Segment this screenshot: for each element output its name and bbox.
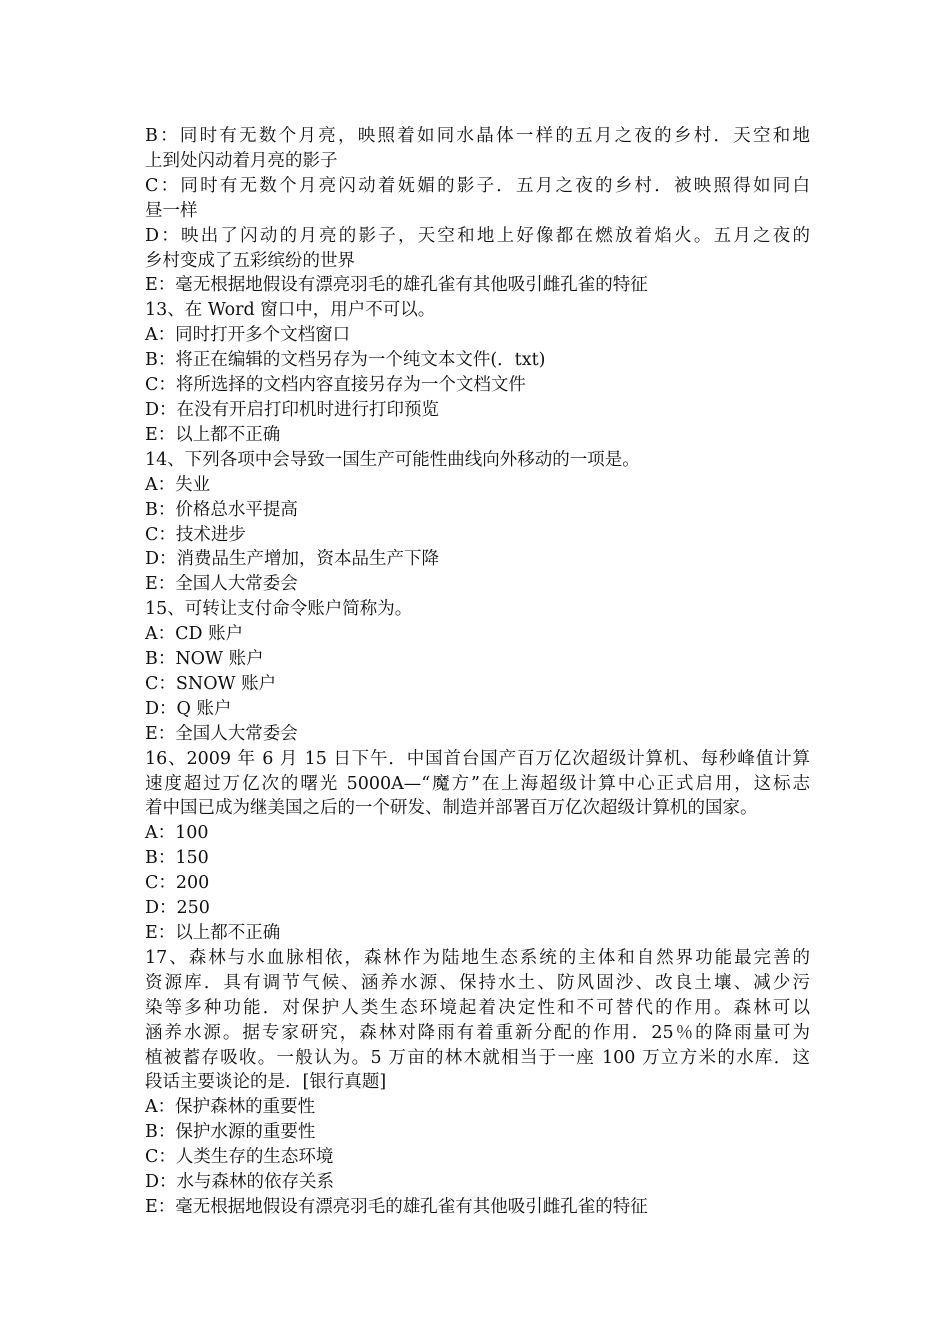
option-16e: E：以上都不正确 (145, 923, 281, 943)
option-17d: D：水与森林的依存关系 (145, 1172, 335, 1193)
option-12e: E：毫无根据地假设有漂亮羽毛的雄孔雀有其他吸引雌孔雀的特征 (145, 275, 648, 296)
option-17b: B：保护水源的重要性 (145, 1122, 316, 1143)
question-17-line1: 17、森林与水血脉相依，森林作为陆地生态系统的主体和自然界功能最完善的 (145, 947, 810, 968)
option-15a: A：CD 账户 (145, 624, 244, 645)
option-14d: D：消费品生产增加，资本品生产下降 (145, 549, 440, 570)
option-14c: C：技术进步 (145, 524, 246, 545)
option-16d: D：250 (145, 898, 210, 919)
option-12c-line1: C：同时有无数个月亮闪动着妩媚的影子．五月之夜的乡村．被映照得如同白 (145, 175, 810, 196)
option-15b: B：NOW 账户 (145, 649, 264, 670)
option-13a: A：同时打开多个文档窗口 (145, 325, 351, 346)
option-12d-line2: 乡村变成了五彩缤纷的世界 (145, 250, 355, 271)
question-15: 15、可转让支付命令账户简称为。 (145, 599, 413, 620)
question-13: 13、在 Word 窗口中，用户不可以。 (145, 300, 436, 321)
question-17-line4: 涵养水源。据专家研究，森林对降雨有着重新分配的作用．25％的降雨量可为 (145, 1022, 810, 1043)
option-14a: A：失业 (145, 474, 211, 495)
option-16c: C：200 (145, 873, 210, 894)
question-17-line6: 段话主要谈论的是．[银行真题] (145, 1072, 387, 1093)
option-15e: E：全国人大常委会 (145, 723, 298, 744)
question-16-line3: 着中国已成为继美国之后的一个研发、制造并部署百万亿次超级计算机的国家。 (145, 798, 758, 819)
option-12c-line2: 昼一样 (145, 200, 198, 221)
option-15d: D：Q 账户 (145, 698, 232, 719)
option-12b-line2: 上到处闪动着月亮的影子 (145, 150, 338, 171)
option-14b: B：价格总水平提高 (145, 499, 298, 520)
question-16-line1: 16、2009 年 6 月 15 日下午．中国首台国产百万亿次超级计算机、每秒峰值计算 (145, 748, 810, 769)
question-17-line2: 资源库．具有调节气候、涵养水源、保持水土、防风固沙、改良土壤、减少污 (145, 972, 810, 993)
option-15c: C：SNOW 账户 (145, 673, 277, 694)
question-16-line2: 速度超过万亿次的曙光 5000A—“魔方”在上海超级计算中心正式启用，这标志 (145, 773, 810, 794)
option-17a: A：保护森林的重要性 (145, 1097, 316, 1118)
question-17-line3: 染等多种功能．对保护人类生态环境起着决定性和不可替代的作用。森林可以 (145, 997, 810, 1018)
option-16a: A：100 (145, 823, 209, 844)
option-17c: C：人类生存的生态环境 (145, 1147, 334, 1168)
option-13b: B：将正在编辑的文档另存为一个纯文本文件(．txt) (145, 350, 546, 371)
option-16b: B：150 (145, 848, 209, 869)
question-14: 14、下列各项中会导致一国生产可能性曲线向外移动的一项是。 (145, 449, 640, 470)
option-17e: E：毫无根据地假设有漂亮羽毛的雄孔雀有其他吸引雌孔雀的特征 (145, 1196, 648, 1217)
option-14e: E：全国人大常委会 (145, 574, 298, 595)
question-17-line5: 植被蓄存吸收。一般认为。5 万亩的林木就相当于一座 100 万立方米的水库．这 (145, 1047, 810, 1068)
option-12d-line1: D：映出了闪动的月亮的影子，天空和地上好像都在燃放着焰火。五月之夜的 (145, 225, 810, 246)
option-13e: E：以上都不正确 (145, 424, 281, 445)
option-13d: D：在没有开启打印机时进行打印预览 (145, 399, 440, 420)
option-12b-line1: B：同时有无数个月亮，映照着如同水晶体一样的五月之夜的乡村．天空和地 (145, 126, 810, 146)
option-13c: C：将所选择的文档内容直接另存为一个文档文件 (145, 375, 526, 396)
